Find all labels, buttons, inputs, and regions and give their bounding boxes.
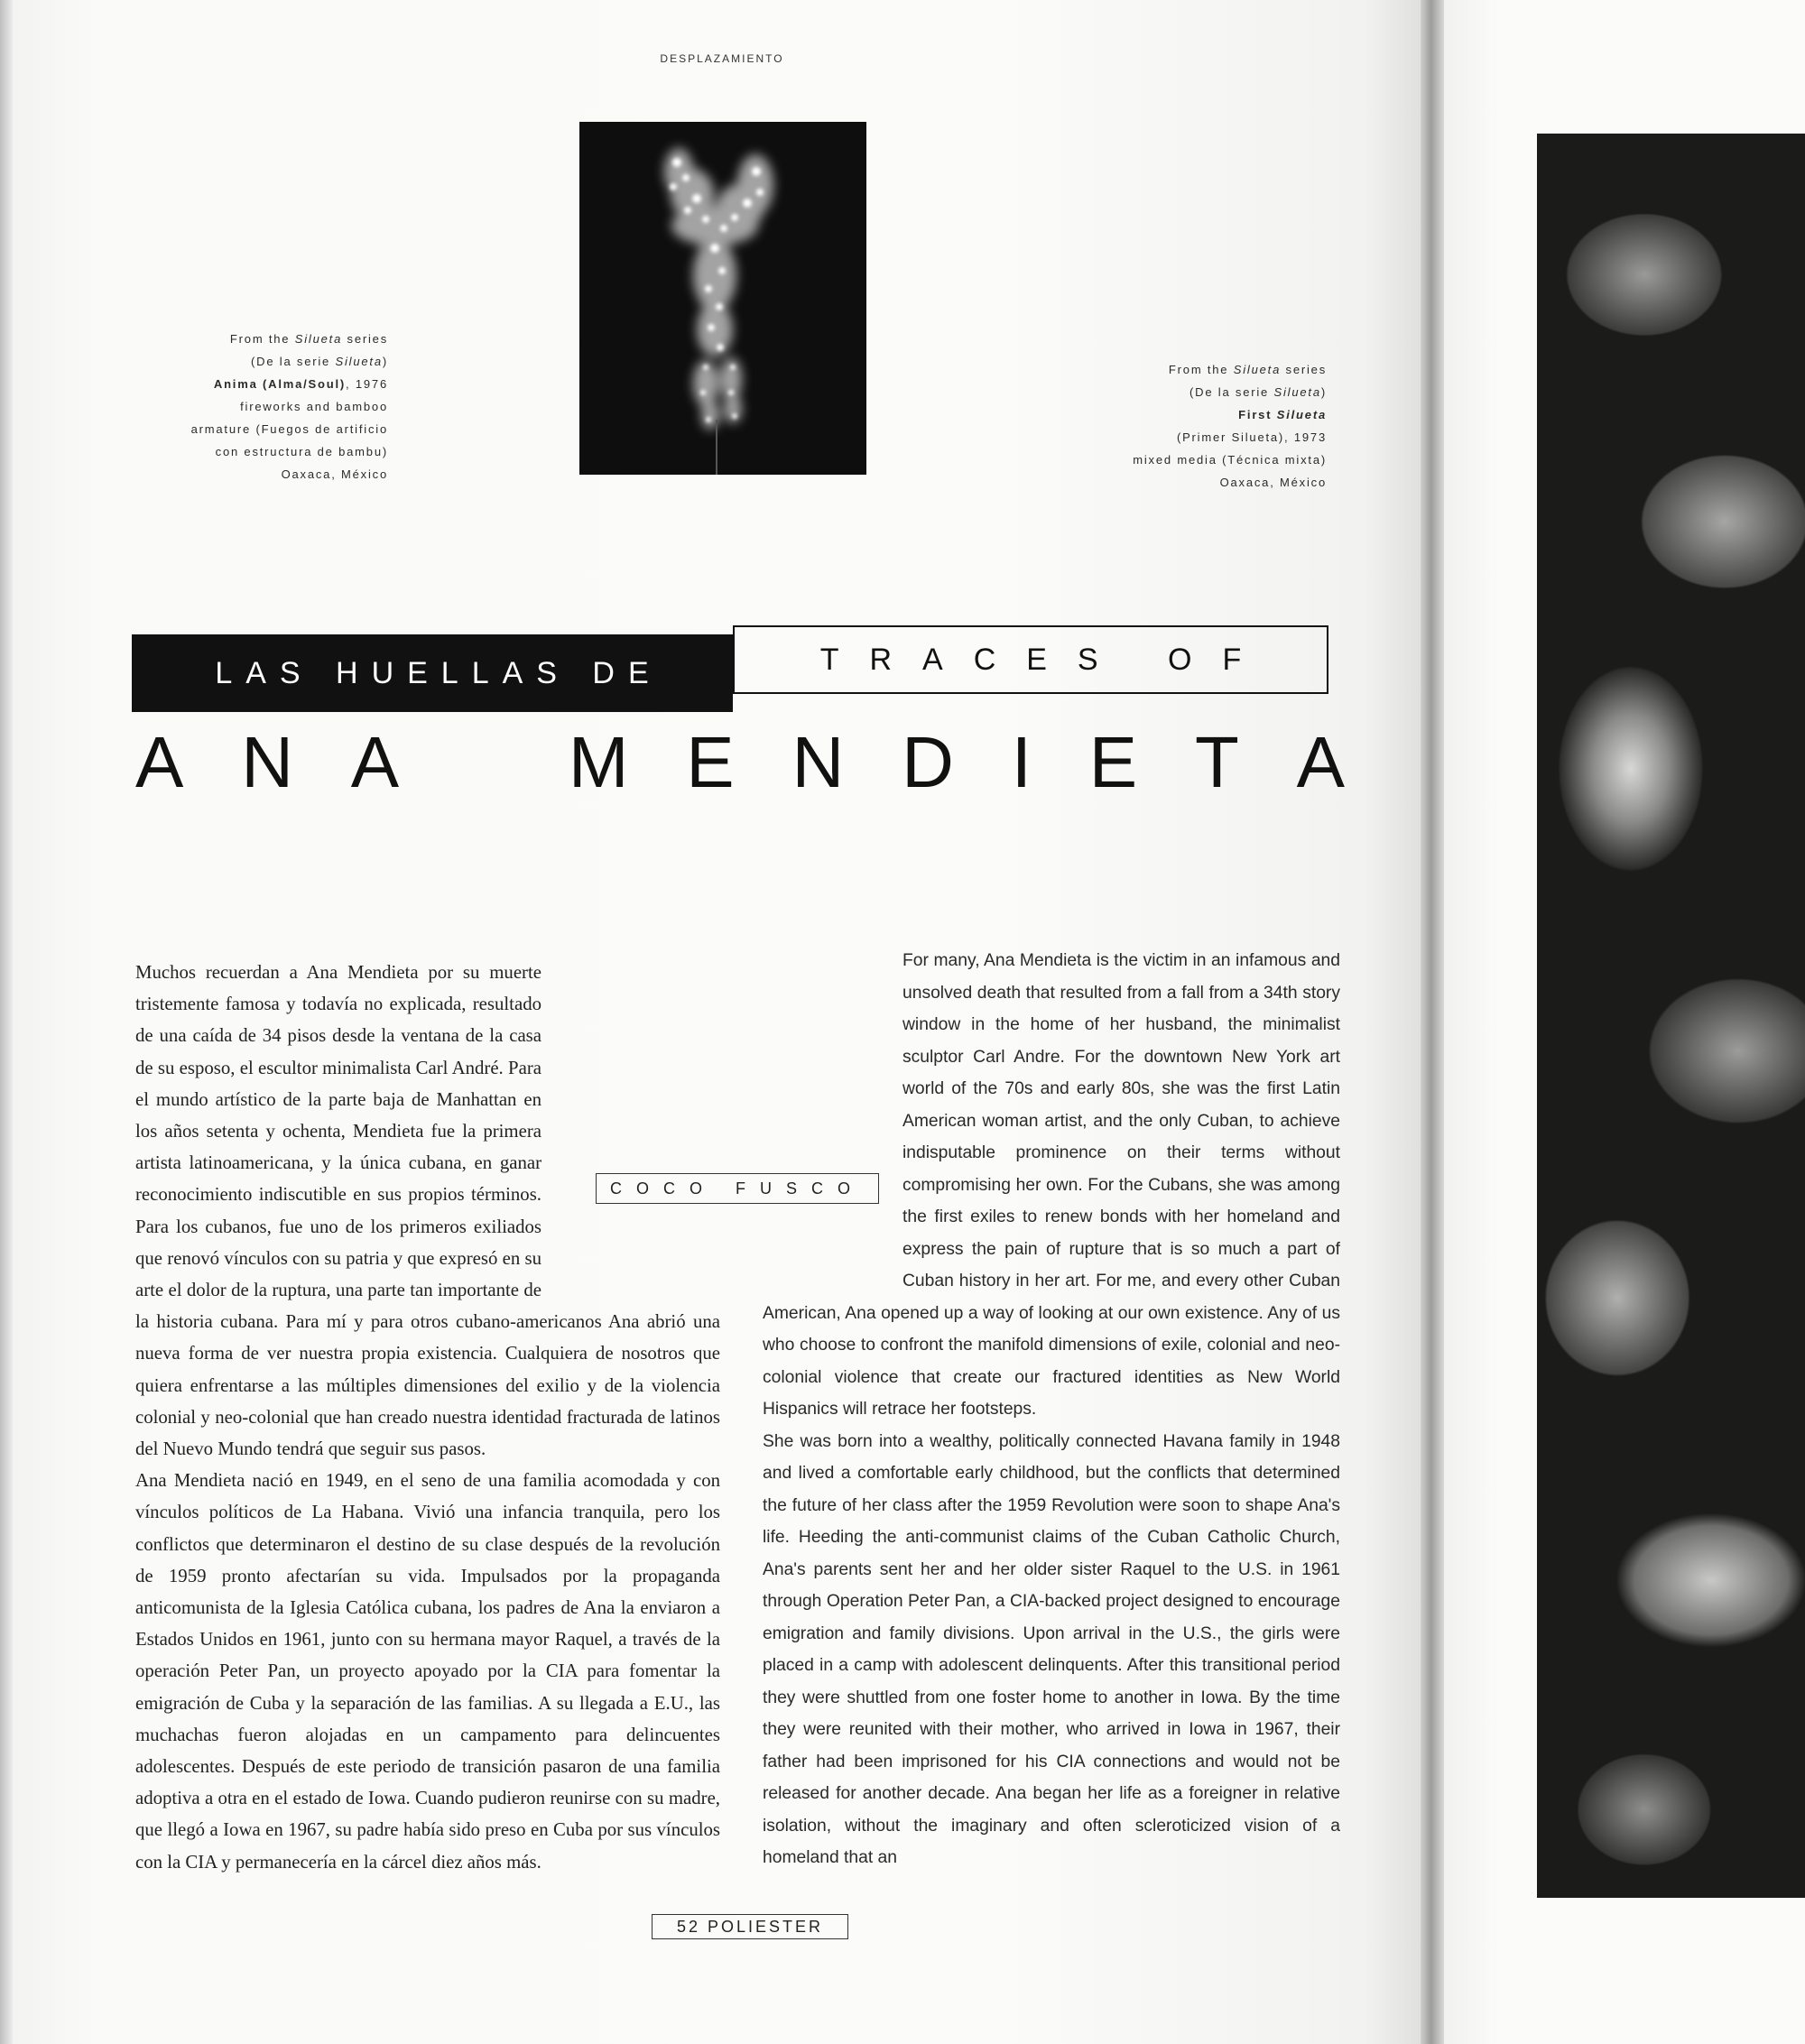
page-edge: [0, 0, 13, 2044]
paragraph: Muchos recuerdan a Ana Mendieta por su muerte tristemente famosa y todavía no explicada, resultado de una caída de 34 pisos desde la ventana de la casa de su esposo, el escultor minimalista Carl André. Para el mundo artístico de la parte baja de Manhattan en los años setenta y ochenta, Mendieta fue la primera artista latinoamericana, y la única cubana, en ganar reconocimiento indiscutible en sus propios términos. Para los cubanos, fue uno de los primeros exiliados que renovó vínculos con su patria y que expresó en su arte el dolor de la ruptura, una parte tan importante de la historia cubana. Para mí y para otros cubano-americanos Ana abrió una nueva forma de ver nuestra propia existencia. Cualquiera de nosotros que quiera enfrentarse a las múltiples dimensiones del exilio y de la violencia colonial y neo-colonial que han creado nuestra identidad fracturada de latinos del Nuevo Mundo tendrá que seguir sus pasos.: [135, 962, 720, 1460]
caption-line: [1056, 403, 1327, 426]
title-letter: A: [1296, 722, 1345, 802]
caption-line: [1056, 358, 1327, 381]
caption-text: From the: [1168, 363, 1234, 376]
caption-line: con estructura de bambu): [215, 445, 388, 458]
article-column-english: [763, 945, 1340, 1874]
artwork-title: First: [1238, 408, 1277, 421]
paragraph: Ana Mendieta nació en 1949, en el seno de una familia acomodada y con vínculos políticos de La Habana. Vivió una infancia tranquila, pero los conflictos que determinaron el destino de su clase después de la revolución de 1959 pronto afectarían su vida. Impulsados por la propaganda anticomunista de la Iglesia Católica cubana, los padres de Ana la enviaron a Estados Unidos en 1961, junto con su hermana mayor Raquel, a través de la operación Peter Pan, un proyecto apoyado por la CIA para fomentar la emigración de Cuba y la separación de las familias. A su llegada a E.U., las muchachas fueron alojadas en un campamento para delincuentes adolescentes. Después de este periodo de transición pasaron de una familia adoptiva a otra en el estado de Iowa. Cuando pudieron reunirse con su madre, que llegó a Iowa en 1967, su padre había sido preso en Cuba por sus vínculos con la CIA y permanecería en la cárcel diez años más.: [135, 1470, 720, 1873]
title-letter: T: [1194, 722, 1239, 802]
title-letter: A: [350, 722, 400, 802]
caption-line: Oaxaca, México: [281, 467, 388, 481]
title-spanish: LAS HUELLAS DE: [215, 655, 662, 690]
title-letter: I: [1011, 722, 1032, 802]
title-letter: N: [791, 722, 845, 802]
byline-spacer: [763, 1137, 902, 1281]
caption-text: (De la serie: [251, 355, 336, 368]
title-letter: E: [1088, 722, 1138, 802]
caption-italic: Silueta: [1233, 363, 1282, 376]
paragraph: She was born into a wealthy, politically connected Havana family in 1948 and lived a comfortable early childhood, but the conflicts that determined the future of her class after the 1959 Revolution were soon to shape Ana's life. Heeding the anti-communist claims of the Cuban Catholic Church, Ana's parents sent her and her older sister Raquel to the U.S. in 1961 through Operation Peter Pan, a CIA-backed project designed to encourage emigration and family divisions. Upon arrival in the U.S., the girls were placed in a camp with adolescent delinquents. After this transitional period they were shuttled from one foster home to another in Iowa. By the time they were reunited with their mother, who arrived in Iowa in 1967, their father had been imprisoned for his CIA connections and would not be released for another decade. Ana began her life as a foreigner in relative isolation, without the imaginary and often scleroticized vision of a homeland that an: [763, 1431, 1340, 1867]
caption-first-silueta: [1056, 358, 1327, 494]
author-byline: COCO FUSCO: [596, 1173, 879, 1204]
running-header: DESPLAZAMIENTO: [660, 52, 784, 65]
caption-line: [117, 328, 388, 350]
anima-fireworks-photograph: [579, 122, 866, 475]
title-letter: M: [568, 722, 629, 802]
caption-line: Oaxaca, México: [1219, 476, 1327, 489]
caption-text: (De la serie: [1189, 385, 1274, 399]
caption-italic: Silueta: [1273, 385, 1321, 399]
artwork-title-italic: Silueta: [1276, 408, 1327, 421]
caption-line: fireworks and bamboo: [240, 400, 388, 413]
title-english: TRACES OF: [819, 642, 1273, 677]
caption-line: [1056, 381, 1327, 403]
fireworks-figure-image: [579, 122, 866, 475]
caption-anima: [117, 328, 388, 486]
paragraph: For many, Ana Mendieta is the victim in an infamous and unsolved death that resulted from a fall from a 34th story window in the home of her husband, the minimalist sculptor Carl Andre. For the downtown New York art world of the 70s and early 80s, she was the first Latin American woman artist, and the only Cuban, to achieve indisputable prominence on their terms without compromising her own. For the Cubans, she was among the first exiles to renew bonds with her homeland and express the pain of rupture that is so much a part of Cuban history in her art. For me, and every other Cuban American, Ana opened up a way of looking at our own existence. Any of us who choose to confront the manifold dimensions of exile, colonial and neo-colonial violence that create our fractured identities as New World Hispanics will retrace her footsteps.: [763, 951, 1340, 1419]
caption-text: ): [1320, 385, 1327, 399]
title-english-box: [733, 625, 1328, 694]
caption-text: , 1976: [346, 377, 388, 391]
title-letter: E: [686, 722, 735, 802]
article-column-spanish: [135, 957, 720, 1878]
title-letter: A: [135, 722, 184, 802]
caption-italic: Silueta: [335, 355, 383, 368]
caption-line: [117, 373, 388, 395]
title-letter: N: [241, 722, 293, 802]
caption-line: armature (Fuegos de artificio: [190, 422, 388, 436]
title-letter: D: [902, 722, 954, 802]
caption-text: series: [1281, 363, 1327, 376]
binding-gutter: [1421, 0, 1444, 2044]
main-title-ana-mendieta: [135, 717, 1345, 808]
caption-line: [117, 350, 388, 373]
rocks-photograph: [1537, 134, 1805, 1898]
caption-italic: Silueta: [294, 332, 343, 346]
caption-line: mixed media (Técnica mixta): [1133, 453, 1327, 467]
artwork-title: Anima (Alma/Soul): [213, 377, 347, 391]
page-number-folio: 52 POLIESTER: [652, 1914, 848, 1939]
caption-text: From the: [229, 332, 295, 346]
caption-line: (Primer Silueta), 1973: [1176, 430, 1327, 444]
caption-text: series: [342, 332, 388, 346]
title-spanish-box: [132, 634, 733, 712]
byline-spacer: [542, 1146, 720, 1290]
caption-text: ): [382, 355, 388, 368]
